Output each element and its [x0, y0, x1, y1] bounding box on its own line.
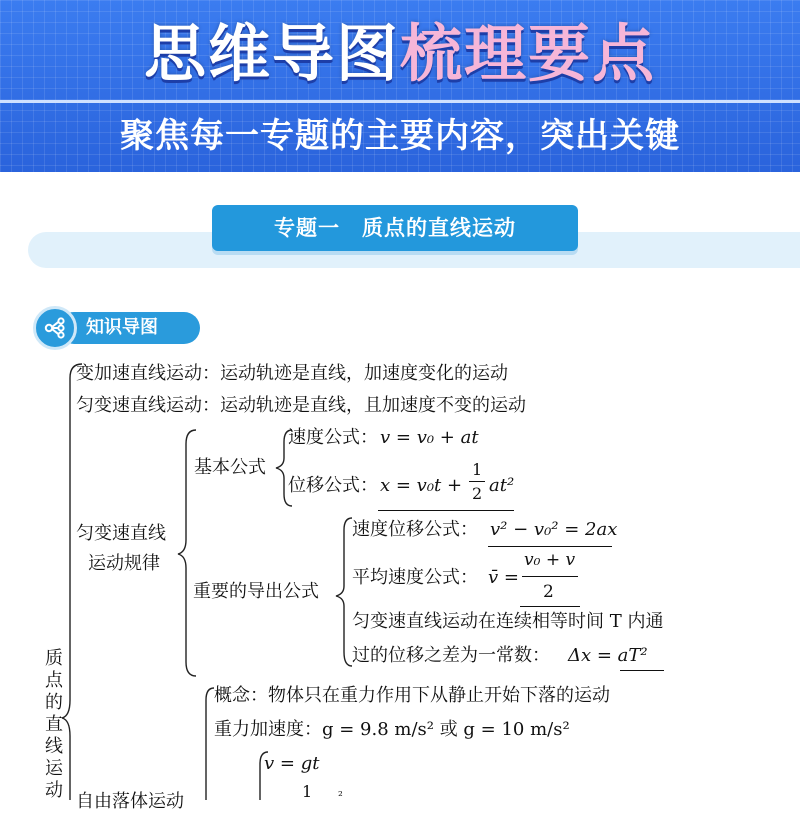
- displacement-formula-rhs: at²: [489, 475, 515, 496]
- free-fall-label: 自由落体运动: [76, 791, 184, 812]
- laws-label-line1: 匀变速直线: [76, 523, 166, 544]
- average-velocity-frac-line: [522, 576, 578, 577]
- banner-title-highlight: 梳理要点: [400, 17, 657, 90]
- displacement-difference-line2: 过的位移之差为一常数：: [352, 645, 550, 666]
- average-velocity-label: 平均速度公式：: [352, 567, 478, 588]
- free-fall-velocity-eq: v = gt: [264, 753, 320, 774]
- blank-line-velocity-displacement: [488, 546, 612, 547]
- derived-formulas-label: 重要的导出公式: [193, 581, 319, 602]
- banner-subtitle: 聚焦每一专题的主要内容，突出关键: [120, 116, 680, 156]
- gravity-acceleration: 重力加速度：g = 9.8 m/s² 或 g = 10 m/s²: [214, 719, 570, 740]
- banner-title-main: 思维导图: [143, 17, 400, 90]
- blank-line-average-velocity: [520, 606, 580, 607]
- displacement-frac-num: 1: [472, 460, 483, 479]
- topic-title: 专题一 质点的直线运动: [212, 205, 578, 251]
- average-velocity-denominator: 2: [543, 582, 554, 602]
- free-fall-exponent: ²: [338, 789, 343, 803]
- velocity-formula: v = v₀ + at: [380, 427, 479, 448]
- displacement-formula-label: 位移公式：: [288, 475, 378, 496]
- uniform-acceleration-motion: 匀变速直线运动：运动轨迹是直线，且加速度不变的运动: [76, 395, 526, 416]
- average-velocity-lhs: v̄ =: [488, 567, 519, 588]
- displacement-difference-line1: 匀变速直线运动在连续相等时间 T 内通: [352, 611, 664, 632]
- section-label-text: 知识导图: [86, 317, 158, 338]
- displacement-formula-lhs: x = v₀t +: [380, 475, 463, 496]
- displacement-difference-formula: Δx = aT²: [568, 645, 648, 666]
- average-velocity-numerator: v₀ + v: [524, 550, 576, 570]
- basic-formulas-label: 基本公式: [194, 457, 266, 478]
- velocity-displacement-label: 速度位移公式：: [352, 519, 478, 540]
- root-label: 质点的直线运动: [45, 648, 63, 801]
- velocity-displacement-formula: v² − v₀² = 2ax: [490, 519, 618, 540]
- free-fall-concept: 概念：物体只在重力作用下从静止开始下落的运动: [214, 685, 610, 706]
- displacement-frac-den: 2: [472, 484, 483, 503]
- variable-acceleration-motion: 变加速直线运动：运动轨迹是直线，加速度变化的运动: [76, 363, 508, 384]
- free-fall-frac-num: 1: [302, 782, 313, 801]
- laws-label-line2: 运动规律: [88, 553, 160, 574]
- blank-line-displacement-difference: [620, 670, 664, 671]
- blank-line-displacement: [378, 510, 514, 511]
- velocity-formula-label: 速度公式：: [288, 427, 378, 448]
